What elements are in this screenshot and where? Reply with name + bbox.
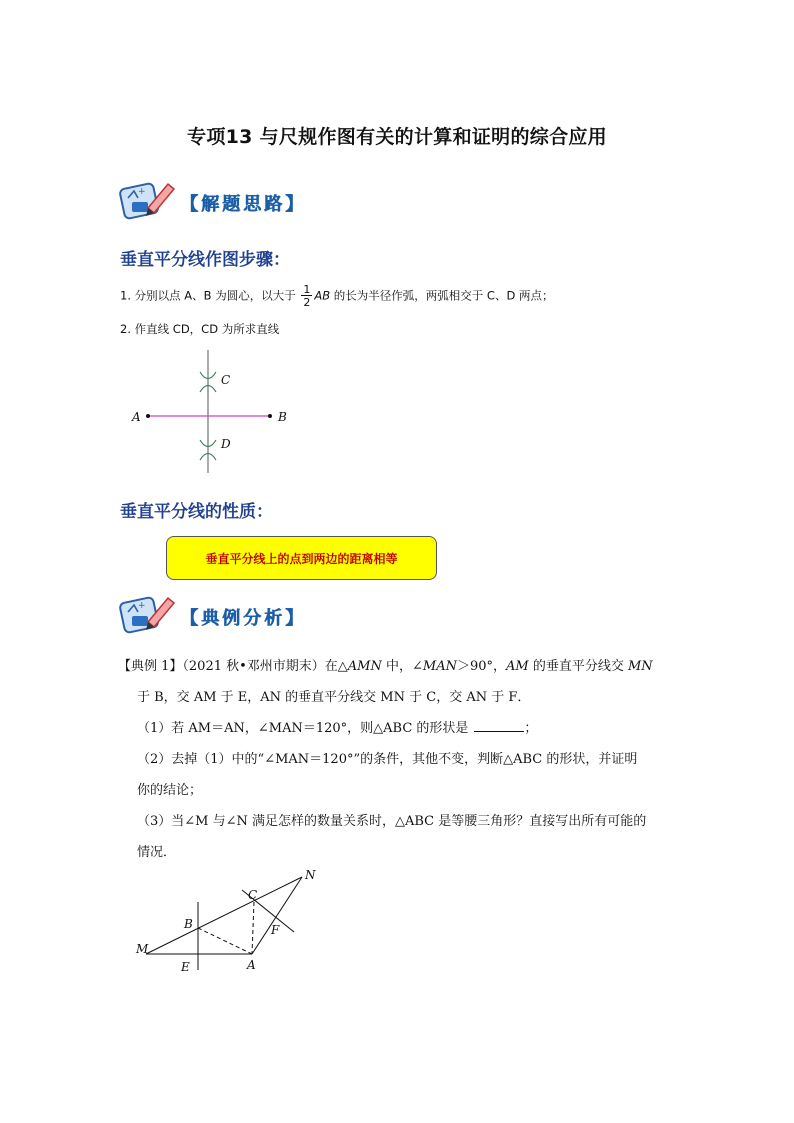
label-b: B — [278, 410, 287, 424]
property-box: 垂直平分线上的点到两边的距离相等 — [166, 536, 437, 580]
label-a: A — [132, 410, 141, 424]
ex-l1-b: 中，∠ — [381, 659, 423, 674]
label-d: D — [221, 437, 231, 451]
svg-text:+: + — [138, 601, 146, 611]
example-line-1 — [118, 652, 653, 682]
question-3-line-a: （3）当∠M 与∠N 满足怎样的数量关系时，△ABC 是等腰三角形？直接写出所有可能的 — [137, 814, 647, 829]
fraction-denominator: 2 — [303, 296, 311, 309]
label-n: N — [305, 868, 316, 882]
badge-example-label: 【典例分析】 — [180, 608, 306, 629]
ex-l1-a: 【典例 1】（2021 秋•邓州市期末）在△ — [118, 659, 348, 674]
step-1-text-b: 的长为半径作弧，两弧相交于 C、D 两点； — [330, 288, 554, 303]
label-c: C — [248, 888, 258, 902]
question-2-line-b: 你的结论； — [137, 783, 203, 798]
badge-solution-approach — [118, 178, 306, 228]
ex-l1-d: 的垂直平分线交 — [528, 659, 628, 674]
answer-blank[interactable] — [474, 719, 524, 732]
page-title: 专项13 与尺规作图有关的计算和证明的综合应用 — [187, 126, 607, 148]
label-f: F — [271, 923, 280, 937]
ex-l1-man: MAN — [422, 659, 457, 674]
label-a: A — [247, 958, 256, 972]
question-3-line-b: 情况． — [137, 845, 177, 860]
pencil-paper-icon — [118, 592, 178, 642]
step-1 — [120, 284, 553, 308]
label-c: C — [221, 373, 231, 387]
step-2: 2. 作直线 CD，CD 为所求直线 — [120, 322, 280, 336]
fraction-one-half — [301, 284, 312, 308]
ex-l1-c: ＞90°， — [456, 659, 507, 674]
label-m: M — [136, 942, 149, 956]
fraction-numerator: 1 — [303, 283, 311, 296]
pencil-paper-icon — [118, 178, 178, 228]
ex-l1-mn: MN — [628, 659, 653, 674]
section-heading-construction-steps: 垂直平分线作图步骤： — [120, 250, 290, 270]
figure-triangle-man — [130, 862, 330, 982]
segment-ab-dashed — [198, 928, 252, 954]
badge-solution-label: 【解题思路】 — [180, 194, 306, 215]
line-an — [252, 877, 302, 954]
example-line-2: 于 B，交 AM 于 E，AN 的垂直平分线交 MN 于 C，交 AN 于 F． — [137, 690, 531, 705]
question-1-text: （1）若 AM＝AN，∠MAN＝120°，则△ABC 的形状是 — [137, 721, 469, 736]
line-mn — [146, 877, 302, 954]
point-b — [268, 414, 272, 418]
step-1-text-a: 1. 分别以点 A、B 为圆心，以大于 — [120, 288, 296, 303]
ex-l1-am: AM — [506, 659, 529, 674]
figure-perpendicular-bisector — [120, 345, 320, 480]
section-heading-property: 垂直平分线的性质： — [120, 502, 273, 522]
question-1-end: ； — [524, 721, 538, 736]
label-b: B — [184, 917, 193, 931]
label-e: E — [181, 960, 190, 974]
question-1 — [137, 714, 537, 744]
svg-text:+: + — [138, 187, 146, 197]
segment-ac-dashed — [252, 902, 254, 954]
ex-l1-amn: AMN — [347, 659, 382, 674]
question-2-line-a: （2）去掉（1）中的“∠MAN＝120°”的条件，其他不变，判断△ABC 的形状，并证明 — [137, 752, 638, 767]
point-a — [146, 414, 150, 418]
step-1-ab: AB — [314, 288, 331, 303]
badge-example-analysis — [118, 592, 306, 642]
